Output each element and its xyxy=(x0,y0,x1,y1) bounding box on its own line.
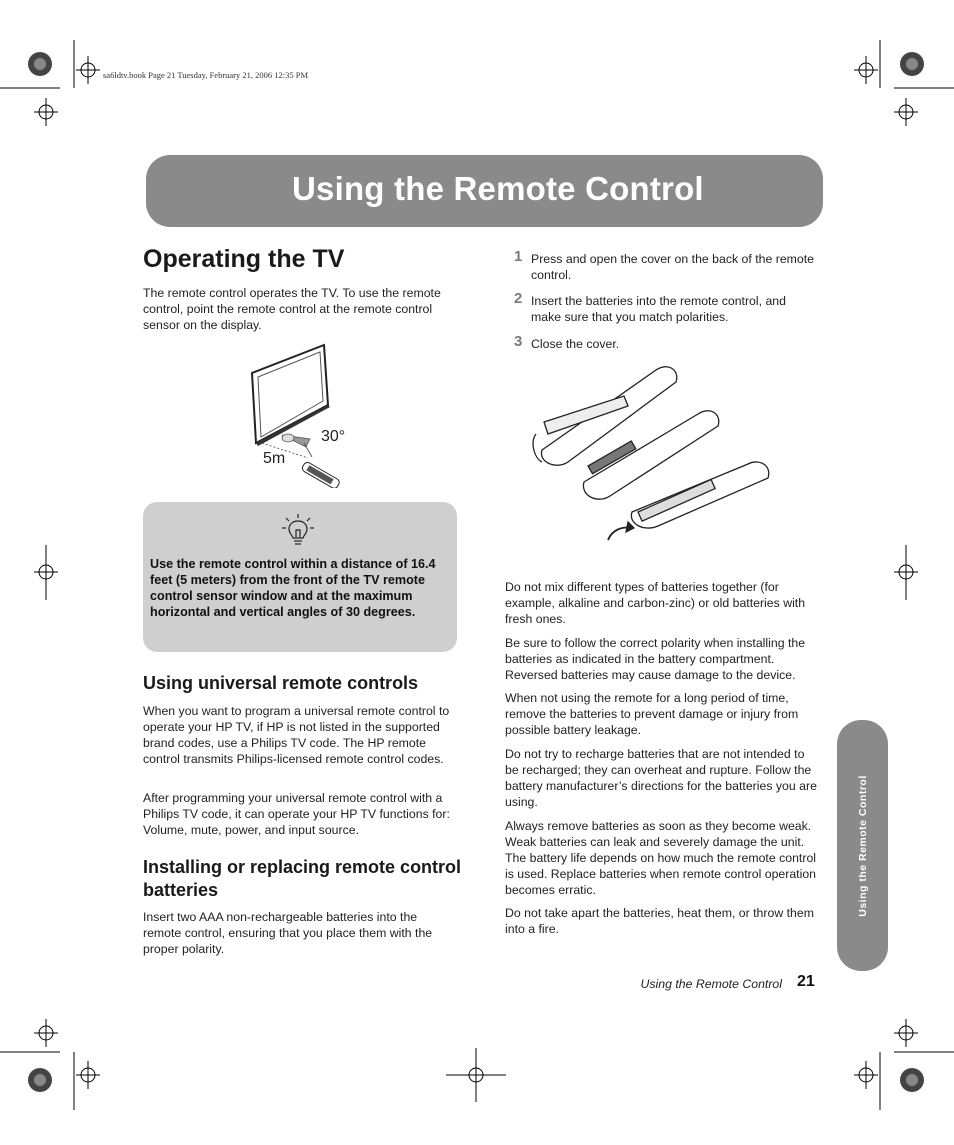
page-number: 21 xyxy=(797,973,815,990)
step-number: 3 xyxy=(514,333,523,350)
step-number: 1 xyxy=(514,248,523,265)
step-text: Press and open the cover on the back of the remote control. xyxy=(531,252,815,282)
lightbulb-icon xyxy=(281,513,315,547)
universal-paragraph-2: After programming your universal remote control with a Philips TV code, it can operate your HP TV functions for: Volume, mute, power, and input source. xyxy=(143,791,450,837)
warning-4: Do not try to recharge batteries that are not intended to be recharged; they can overheat and rupture. Follow the battery manufacturer’s directions for the batteries you are using. xyxy=(505,747,817,809)
footer-chapter-title: Using the Remote Control xyxy=(640,977,782,991)
warning-2: Be sure to follow the correct polarity when installing the batteries as indicated in the battery compartment. Reversed batteries may cause damage to the device. xyxy=(505,636,806,682)
tip-text: Use the remote control within a distance of 16.4 feet (5 meters) from the front of the TV remote control sensor window and at the maximum horizontal and vertical angles of 30 degrees. xyxy=(150,557,436,619)
battery-installation-illustration xyxy=(528,362,778,552)
step-1 xyxy=(514,248,815,283)
step-3 xyxy=(514,333,814,352)
universal-heading: Using universal remote controls xyxy=(143,673,419,693)
warning-1: Do not mix different types of batteries together (for example, alkaline and carbon-zinc) or old batteries with fresh ones. xyxy=(505,580,806,626)
print-slug: sa6ldtv.book Page 21 Tuesday, February 21, 2006 12:35 PM xyxy=(103,70,309,80)
intro-paragraph: The remote control operates the TV. To use the remote control, point the remote control at the remote control sensor on the display. xyxy=(143,286,441,332)
angle-label: 30° xyxy=(321,428,346,445)
step-text: Close the cover. xyxy=(531,337,620,351)
universal-paragraph-1: When you want to program a universal remote control to operate your HP TV, if HP is not listed in the supported brand codes, use a Philips TV code. The HP remote control transmits Philips-licensed remote control codes. xyxy=(143,704,450,766)
batteries-heading: Installing or replacing remote control batteries xyxy=(143,857,462,900)
warning-6: Do not take apart the batteries, heat them, or throw them into a fire. xyxy=(505,906,814,936)
side-tab-label: Using the Remote Control xyxy=(856,774,869,917)
step-text: Insert the batteries into the remote control, and make sure that you match polarities. xyxy=(531,294,786,324)
step-number: 2 xyxy=(514,290,523,307)
warning-3: When not using the remote for a long period of time, remove the batteries to prevent damage or injury from possible battery leakage. xyxy=(505,691,799,737)
distance-label: 5m xyxy=(263,450,286,467)
chapter-title: Using the Remote Control xyxy=(292,170,704,207)
section-heading: Operating the TV xyxy=(143,245,345,273)
warning-5: Always remove batteries as soon as they become weak. Weak batteries can leak and severely damage the unit. The battery life depends on how much the remote control is used. Replace batteries when remote control operation becomes erratic. xyxy=(505,819,817,897)
batteries-paragraph: Insert two AAA non-rechargeable batteries into the remote control, ensuring that you place them with the proper polarity. xyxy=(143,910,433,956)
step-2 xyxy=(514,290,814,325)
